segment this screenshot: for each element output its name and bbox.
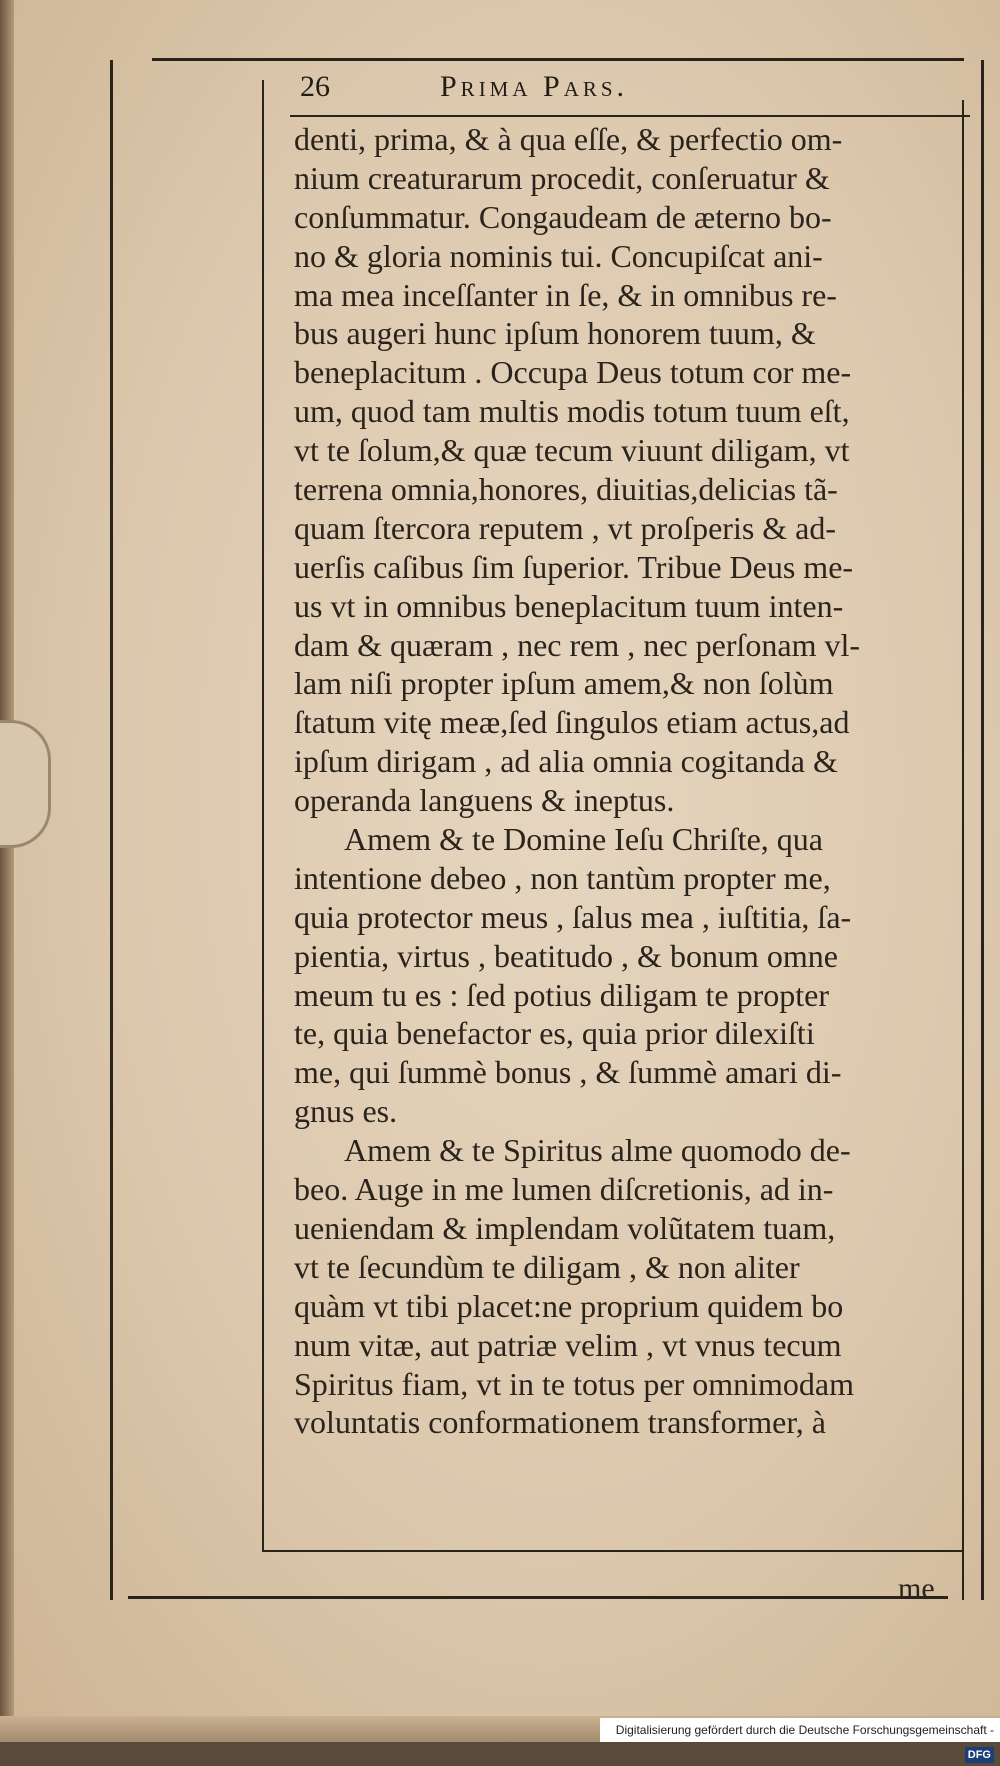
text-line: terrena omnia,honores, diuitias,delicias tã-: [294, 471, 838, 508]
paragraph-start-line: Amem & te Domine Ieſu Chriſte, qua: [344, 821, 823, 858]
text-line: te, quia benefactor es, quia prior dilexiſti: [294, 1015, 815, 1052]
text-line: ma mea inceſſanter in ſe, & in omnibus re-: [294, 276, 837, 313]
text-line: beneplacitum . Occupa Deus totum cor me-: [294, 354, 852, 391]
text-line: voluntatis conformationem transformer, à: [294, 1404, 826, 1441]
text-line: vt te ſecundùm te diligam , & non aliter: [294, 1248, 800, 1285]
text-line: ſtatum vitę meæ,ſed ſingulos etiam actus,ad: [294, 704, 850, 741]
text-line: um, quod tam multis modis totum tuum eſt,: [294, 393, 850, 430]
text-line: quàm vt tibi placet:ne proprium quidem bo: [294, 1287, 844, 1324]
text-bottom-rule: [262, 1550, 962, 1552]
text-line: pientia, virtus , beatitudo , & bonum omne: [294, 937, 838, 974]
text-line: nium creaturarum procedit, conſeruatur &: [294, 159, 830, 196]
text-line: Spiritus fiam, vt in te totus per omnimodam: [294, 1365, 854, 1402]
text-line: gnus es.: [294, 1093, 398, 1130]
text-line: me, qui ſummè bonus , & ſummè amari di-: [294, 1054, 842, 1091]
text-line: meum tu es : ſed potius diligam te propter: [294, 976, 830, 1013]
text-line: quia protector meus , ſalus mea , iuſtitia, ſa-: [294, 898, 852, 935]
text-line: vt te ſolum,& quæ tecum viuunt diligam, vt: [294, 432, 850, 469]
top-rule: [152, 58, 964, 61]
text-line: bus augeri hunc ipſum honorem tuum, &: [294, 315, 816, 352]
text-line: ueniendam & implendam volũtatem tuam,: [294, 1209, 836, 1246]
credit-text: Digitalisierung gefördert durch die Deutsche Forschungsgemeinschaft -: [615, 1723, 994, 1737]
clasp-tab: [0, 720, 51, 848]
text-line: dam & quæram , nec rem , nec perſonam vl-: [294, 626, 861, 663]
text-line: no & gloria nominis tui. Concupiſcat ani-: [294, 237, 823, 274]
text-line: num vitæ, aut patriæ velim , vt vnus tecum: [294, 1326, 842, 1363]
text-line: ipſum dirigam , ad alia omnia cogitanda &: [294, 743, 838, 780]
running-head: Prima Pars.: [440, 70, 629, 103]
page-number: 26: [300, 70, 330, 103]
digitization-credit: [600, 1718, 1000, 1761]
text-line: beo. Auge in me lumen diſcretionis, ad in-: [294, 1171, 834, 1208]
text-line: intentione debeo , non tantùm propter me,: [294, 859, 831, 896]
paragraph-start-line: Amem & te Spiritus alme quomodo de-: [344, 1132, 851, 1169]
text-line: conſummatur. Congaudeam de æterno bo-: [294, 198, 832, 235]
body-text: [294, 120, 966, 1442]
text-line: uerſis caſibus ſim ſuperior. Tribue Deus me-: [294, 548, 854, 585]
page-header: [300, 70, 960, 116]
text-line: lam niſi propter ipſum amem,& non ſolùm: [294, 665, 834, 702]
text-line: us vt in omnibus beneplacitum tuum inten-: [294, 587, 844, 624]
text-line: quam ſtercora reputem , vt proſperis & ad-: [294, 509, 837, 546]
foot-rule: [128, 1596, 948, 1599]
dfg-logo: DFG: [965, 1747, 994, 1763]
text-line: operanda languens & ineptus.: [294, 782, 675, 819]
inner-left-rule: [262, 80, 264, 1552]
text-line: denti, prima, & à qua eſſe, & perfectio om-: [294, 121, 843, 157]
catchword: me: [898, 1572, 935, 1605]
book-spine-edge: [0, 0, 14, 1742]
